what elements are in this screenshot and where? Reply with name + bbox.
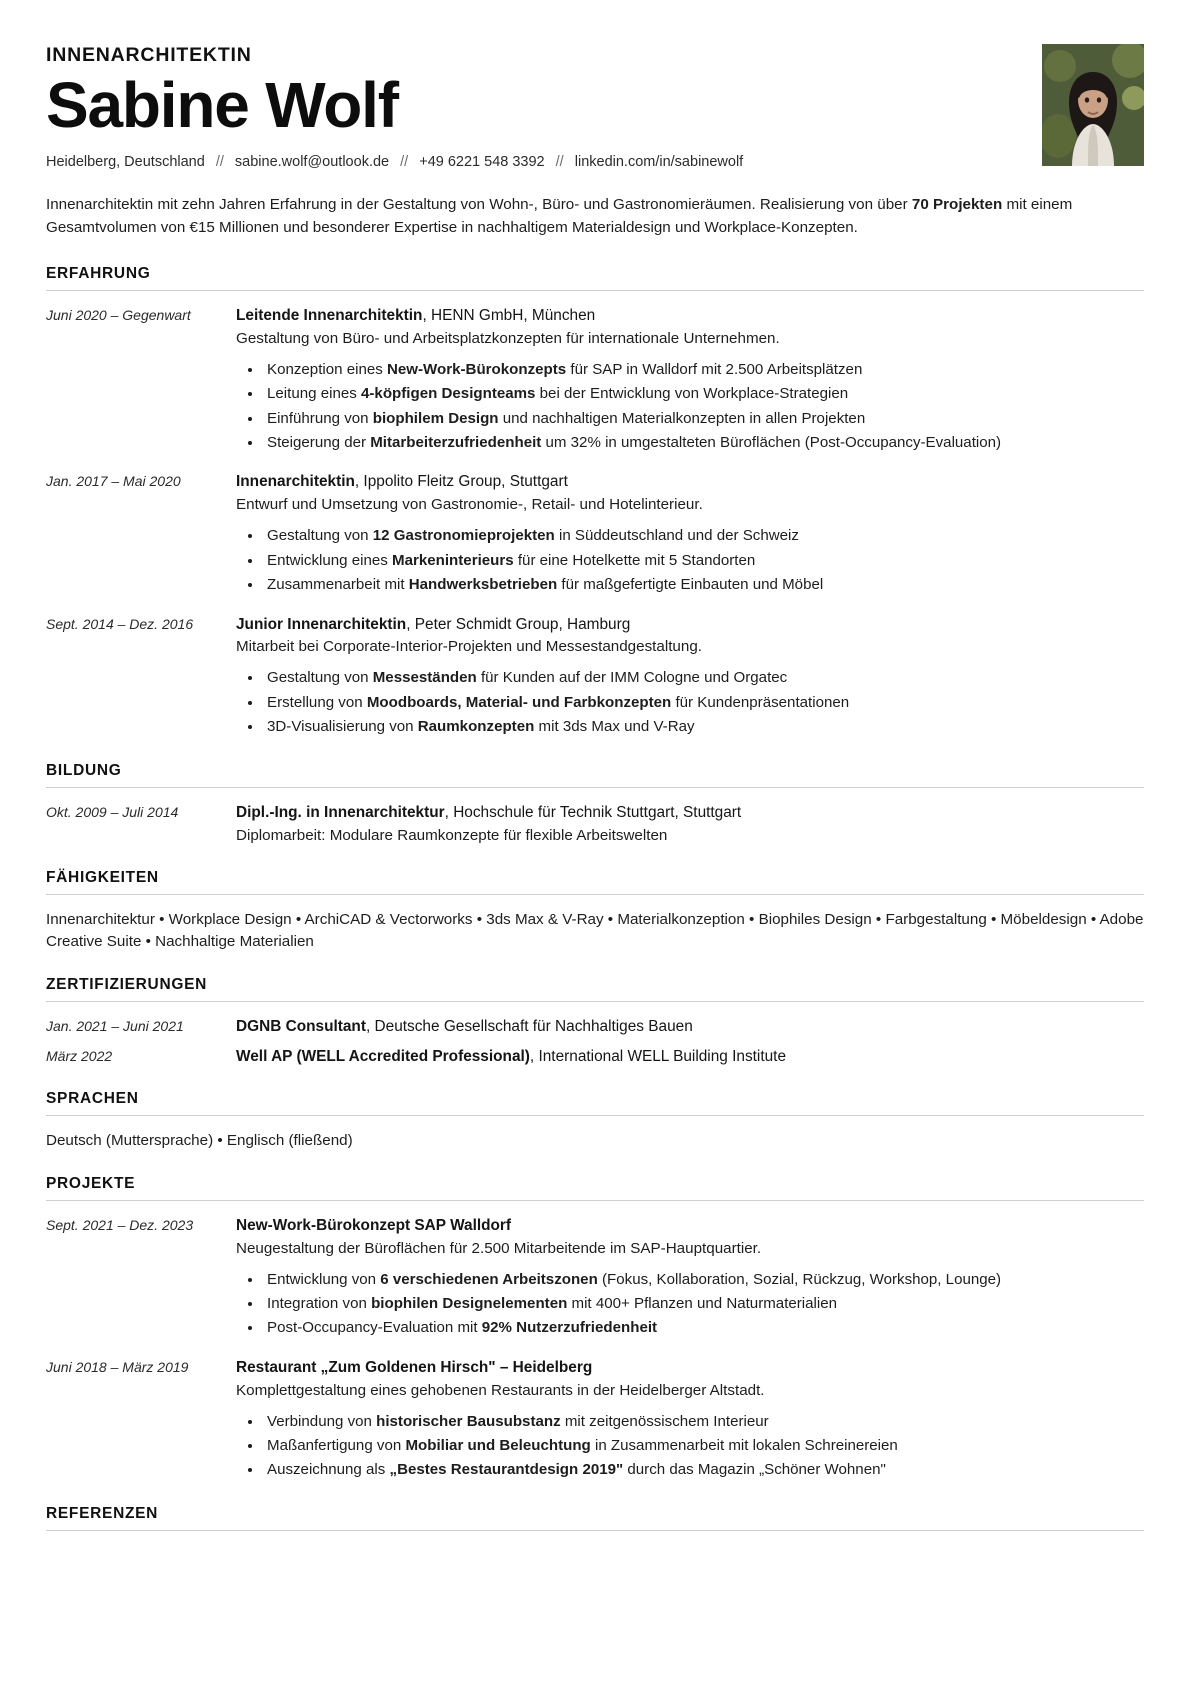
list-item (263, 1458, 1144, 1481)
contact-phone[interactable]: +49 6221 548 3392 (419, 154, 545, 171)
project-entry (46, 1357, 1144, 1483)
list-item (263, 382, 1144, 405)
entry-body (236, 471, 1144, 597)
entry-date: Jan. 2021 – Juni 2021 (46, 1018, 184, 1035)
contact-linkedin[interactable]: linkedin.com/in/sabinewolf (574, 154, 744, 171)
bullet-bold: biophilen Designelementen (371, 1294, 568, 1312)
bullet-pre: Maßanfertigung von (267, 1437, 406, 1455)
bullet-pre: Gestaltung von (267, 669, 373, 687)
entry-date: Juni 2020 – Gegenwart (46, 307, 191, 323)
experience-entry (46, 471, 1144, 597)
divider-experience (46, 290, 1144, 291)
section-title-languages: SPRACHEN (46, 1089, 139, 1107)
bullet-bold: Raumkonzepten (417, 718, 535, 736)
bullet-post: für SAP in Walldorf mit 2.500 Arbeitsplätzen (566, 360, 863, 378)
entry-date: Juni 2018 – März 2019 (46, 1358, 189, 1375)
list-item (263, 524, 1144, 547)
bullet-pre: Leitung eines (267, 385, 361, 403)
entry-description: Gestaltung von Büro- und Arbeitsplatzkonzepten für internationale Unternehmen. (236, 329, 780, 347)
entry-body (236, 305, 1144, 455)
bullet-post: für Kundenpräsentationen (671, 693, 850, 711)
entry-date: März 2022 (46, 1048, 113, 1064)
bullet-post: (Fokus, Kollaboration, Sozial, Rückzug, Workshop, Lounge) (597, 1270, 1002, 1288)
bullet-pre: Entwicklung eines (267, 551, 393, 569)
list-item (263, 666, 1144, 689)
bullet-bold: Messeständen (372, 669, 477, 687)
entry-body (236, 802, 1144, 847)
entry-heading (236, 802, 1144, 824)
certification-entry (46, 1016, 1144, 1038)
bullet-pre: Gestaltung von (267, 527, 373, 545)
section-title-experience: ERFAHRUNG (46, 265, 151, 282)
entry-heading (236, 471, 1144, 493)
bullet-post: für eine Hotelkette mit 5 Standorten (513, 551, 756, 569)
bullet-bold: 92% Nutzerzufriedenheit (481, 1319, 658, 1337)
candidate-name: Sabine Wolf (46, 69, 398, 141)
entry-company: , HENN GmbH, München (422, 307, 596, 324)
entry-description: Komplettgestaltung eines gehobenen Restaurants in der Heidelberger Altstadt. (236, 1381, 765, 1399)
bullet-bold: Markeninterieurs (392, 551, 514, 569)
bullet-bold: „Bestes Restaurantdesign 2019" (389, 1461, 624, 1479)
divider-references (46, 1530, 1144, 1531)
job-title: INNENARCHITEKTIN (46, 44, 252, 66)
page-bottom-space (46, 1545, 1144, 1585)
entry-heading (236, 305, 1144, 327)
section-title-education: BILDUNG (46, 761, 122, 779)
summary-part-2: mit einem Gesamtvolumen von €15 Millionen und besonderer Expertise in nachhaltigem Materialdesign und Workplace-Konzepten. (46, 196, 1073, 236)
entry-date: Okt. 2009 – Juli 2014 (46, 803, 179, 820)
bullet-post: mit 400+ Pflanzen und Naturmaterialien (567, 1294, 838, 1312)
entry-role: Junior Innenarchitektin (236, 615, 407, 633)
section-title-certifications: ZERTIFIZIERUNGEN (46, 976, 208, 994)
bullet-bold: Moodboards, Material- und Farbkonzepten (366, 693, 672, 711)
list-item (263, 358, 1144, 381)
divider-education (46, 787, 1144, 788)
entry-heading (236, 614, 1144, 636)
portrait-photo (1042, 44, 1144, 166)
contact-separator-3: // (555, 154, 564, 171)
entry-bullets (236, 1268, 1144, 1340)
contact-email[interactable]: sabine.wolf@outlook.de (234, 154, 390, 171)
entry-body (236, 1357, 1144, 1483)
bullet-post: für Kunden auf der IMM Cologne und Orgatec (476, 669, 788, 687)
bullet-pre: Steigerung der (267, 434, 371, 452)
bullet-bold: 4-köpfigen Designteams (361, 385, 536, 403)
bullet-post: mit 3ds Max und V-Ray (534, 718, 695, 736)
bullet-bold: Mitarbeiterzufriedenheit (370, 434, 542, 452)
bullet-post: um 32% in umgestalteten Büroflächen (Post-Occupancy-Evaluation) (541, 434, 1002, 452)
section-title-projects: PROJEKTE (46, 1174, 136, 1192)
bullet-post: und nachhaltigen Materialkonzepten in allen Projekten (498, 409, 866, 427)
bullet-pre: Erstellung von (267, 693, 367, 711)
list-item (263, 573, 1144, 596)
list-item (263, 1410, 1144, 1433)
entry-body (236, 614, 1144, 740)
entry-description: Neugestaltung der Büroflächen für 2.500 Mitarbeitende im SAP-Hauptquartier. (236, 1239, 762, 1257)
list-item (263, 549, 1144, 572)
certification-name: Well AP (WELL Accredited Professional) (236, 1048, 530, 1065)
certification-issuer: , International WELL Building Institute (529, 1048, 787, 1065)
bullet-bold: Handwerksbetrieben (408, 576, 558, 594)
certification-name: DGNB Consultant (236, 1018, 366, 1036)
list-item (263, 715, 1144, 738)
entry-bullets (236, 358, 1144, 455)
contact-separator-1: // (215, 154, 224, 171)
bullet-pre: Verbindung von (267, 1412, 377, 1430)
education-entry (46, 802, 1144, 847)
list-item (263, 1268, 1144, 1291)
languages-list: Deutsch (Muttersprache) • Englisch (fließend) (46, 1131, 353, 1149)
bullet-post: für maßgefertigte Einbauten und Möbel (557, 576, 824, 594)
entry-company: , Peter Schmidt Group, Hamburg (406, 615, 631, 633)
bullet-pre: Einführung von (267, 409, 373, 427)
certification-issuer: , Deutsche Gesellschaft für Nachhaltiges Bauen (365, 1018, 693, 1036)
bullet-pre: Zusammenarbeit mit (267, 576, 409, 594)
list-item (263, 1434, 1144, 1457)
entry-heading (236, 1016, 1144, 1038)
bullet-pre: Konzeption eines (267, 360, 387, 378)
bullet-post: in Süddeutschland und der Schweiz (554, 527, 799, 545)
entry-date: Jan. 2017 – Mai 2020 (46, 473, 181, 490)
bullet-post: in Zusammenarbeit mit lokalen Schreinereien (590, 1437, 898, 1455)
certification-entry (46, 1046, 1144, 1068)
bullet-bold: Mobiliar und Beleuchtung (405, 1437, 591, 1455)
bullet-pre: Entwicklung von (267, 1270, 381, 1288)
experience-entry (46, 614, 1144, 740)
bullet-post: bei der Entwicklung von Workplace-Strategien (535, 385, 849, 403)
divider-skills (46, 894, 1144, 895)
project-name: New-Work-Bürokonzept SAP Walldorf (236, 1216, 512, 1234)
entry-company: , Ippolito Fleitz Group, Stuttgart (354, 473, 568, 491)
bullet-pre: Auszeichnung als (267, 1461, 390, 1479)
bullet-bold: New-Work-Bürokonzepts (387, 360, 567, 378)
bullet-pre: Post-Occupancy-Evaluation mit (267, 1319, 482, 1337)
entry-body (236, 1046, 1144, 1068)
contact-separator-2: // (400, 154, 409, 171)
entry-heading (236, 1215, 1144, 1237)
list-item (263, 1292, 1144, 1315)
entry-date: Sept. 2021 – Dez. 2023 (46, 1216, 194, 1233)
entry-institution: , Hochschule für Technik Stuttgart, Stuttgart (444, 803, 742, 821)
list-item (263, 407, 1144, 430)
bullet-bold: biophilem Design (372, 409, 499, 427)
bullet-pre: 3D-Visualisierung von (267, 718, 418, 736)
project-entry (46, 1215, 1144, 1341)
bullet-bold: historischer Bausubstanz (376, 1412, 561, 1430)
entry-date: Sept. 2014 – Dez. 2016 (46, 615, 194, 632)
bullet-post: mit zeitgenössischem Interieur (560, 1412, 769, 1430)
list-item (263, 1316, 1144, 1339)
entry-body (236, 1215, 1144, 1341)
summary-part-1: Innenarchitektin mit zehn Jahren Erfahrung in der Gestaltung von Wohn-, Büro- und Gastronomieräumen. Realisierung von über (46, 196, 912, 213)
resume-header (46, 44, 1144, 194)
entry-role: Leitende Innenarchitektin (236, 307, 423, 324)
bullet-post: durch das Magazin „Schöner Wohnen" (623, 1461, 886, 1479)
experience-entry (46, 305, 1144, 455)
entry-heading (236, 1357, 1144, 1379)
entry-description: Mitarbeit bei Corporate-Interior-Projekten und Messestandgestaltung. (236, 638, 702, 656)
entry-body (236, 1016, 1144, 1038)
entry-bullets (236, 524, 1144, 596)
entry-bullets (236, 1410, 1144, 1482)
divider-certifications (46, 1001, 1144, 1002)
entry-description: Entwurf und Umsetzung von Gastronomie-, Retail- und Hotelinterieur. (236, 496, 703, 514)
contact-line (46, 154, 1144, 170)
bullet-bold: 6 verschiedenen Arbeitszonen (380, 1270, 598, 1288)
list-item (263, 431, 1144, 454)
summary-highlight: 70 Projekten (911, 196, 1003, 213)
divider-projects (46, 1200, 1144, 1201)
divider-languages (46, 1115, 1144, 1116)
bullet-pre: Integration von (267, 1294, 372, 1312)
entry-heading (236, 1046, 1144, 1068)
entry-degree: Dipl.-Ing. in Innenarchitektur (236, 803, 445, 821)
list-item (263, 691, 1144, 714)
contact-location: Heidelberg, Deutschland (46, 154, 205, 171)
bullet-bold: 12 Gastronomieprojekten (372, 527, 555, 545)
section-title-skills: FÄHIGKEITEN (46, 868, 159, 886)
entry-bullets (236, 666, 1144, 738)
project-name: Restaurant „Zum Goldenen Hirsch" – Heidelberg (236, 1358, 593, 1376)
entry-description: Diplomarbeit: Modulare Raumkonzepte für flexible Arbeitswelten (236, 826, 668, 844)
section-title-references: REFERENZEN (46, 1504, 159, 1522)
profile-summary (46, 194, 1144, 239)
skills-list: Innenarchitektur • Workplace Design • ArchiCAD & Vectorworks • 3ds Max & V-Ray • Materialkonzeption • Biophiles Design • Farbgestaltung • Möbeldesign • Adobe Creative Suite • Nachhaltige Materialien (46, 910, 1144, 951)
entry-role: Innenarchitektin (236, 473, 355, 491)
